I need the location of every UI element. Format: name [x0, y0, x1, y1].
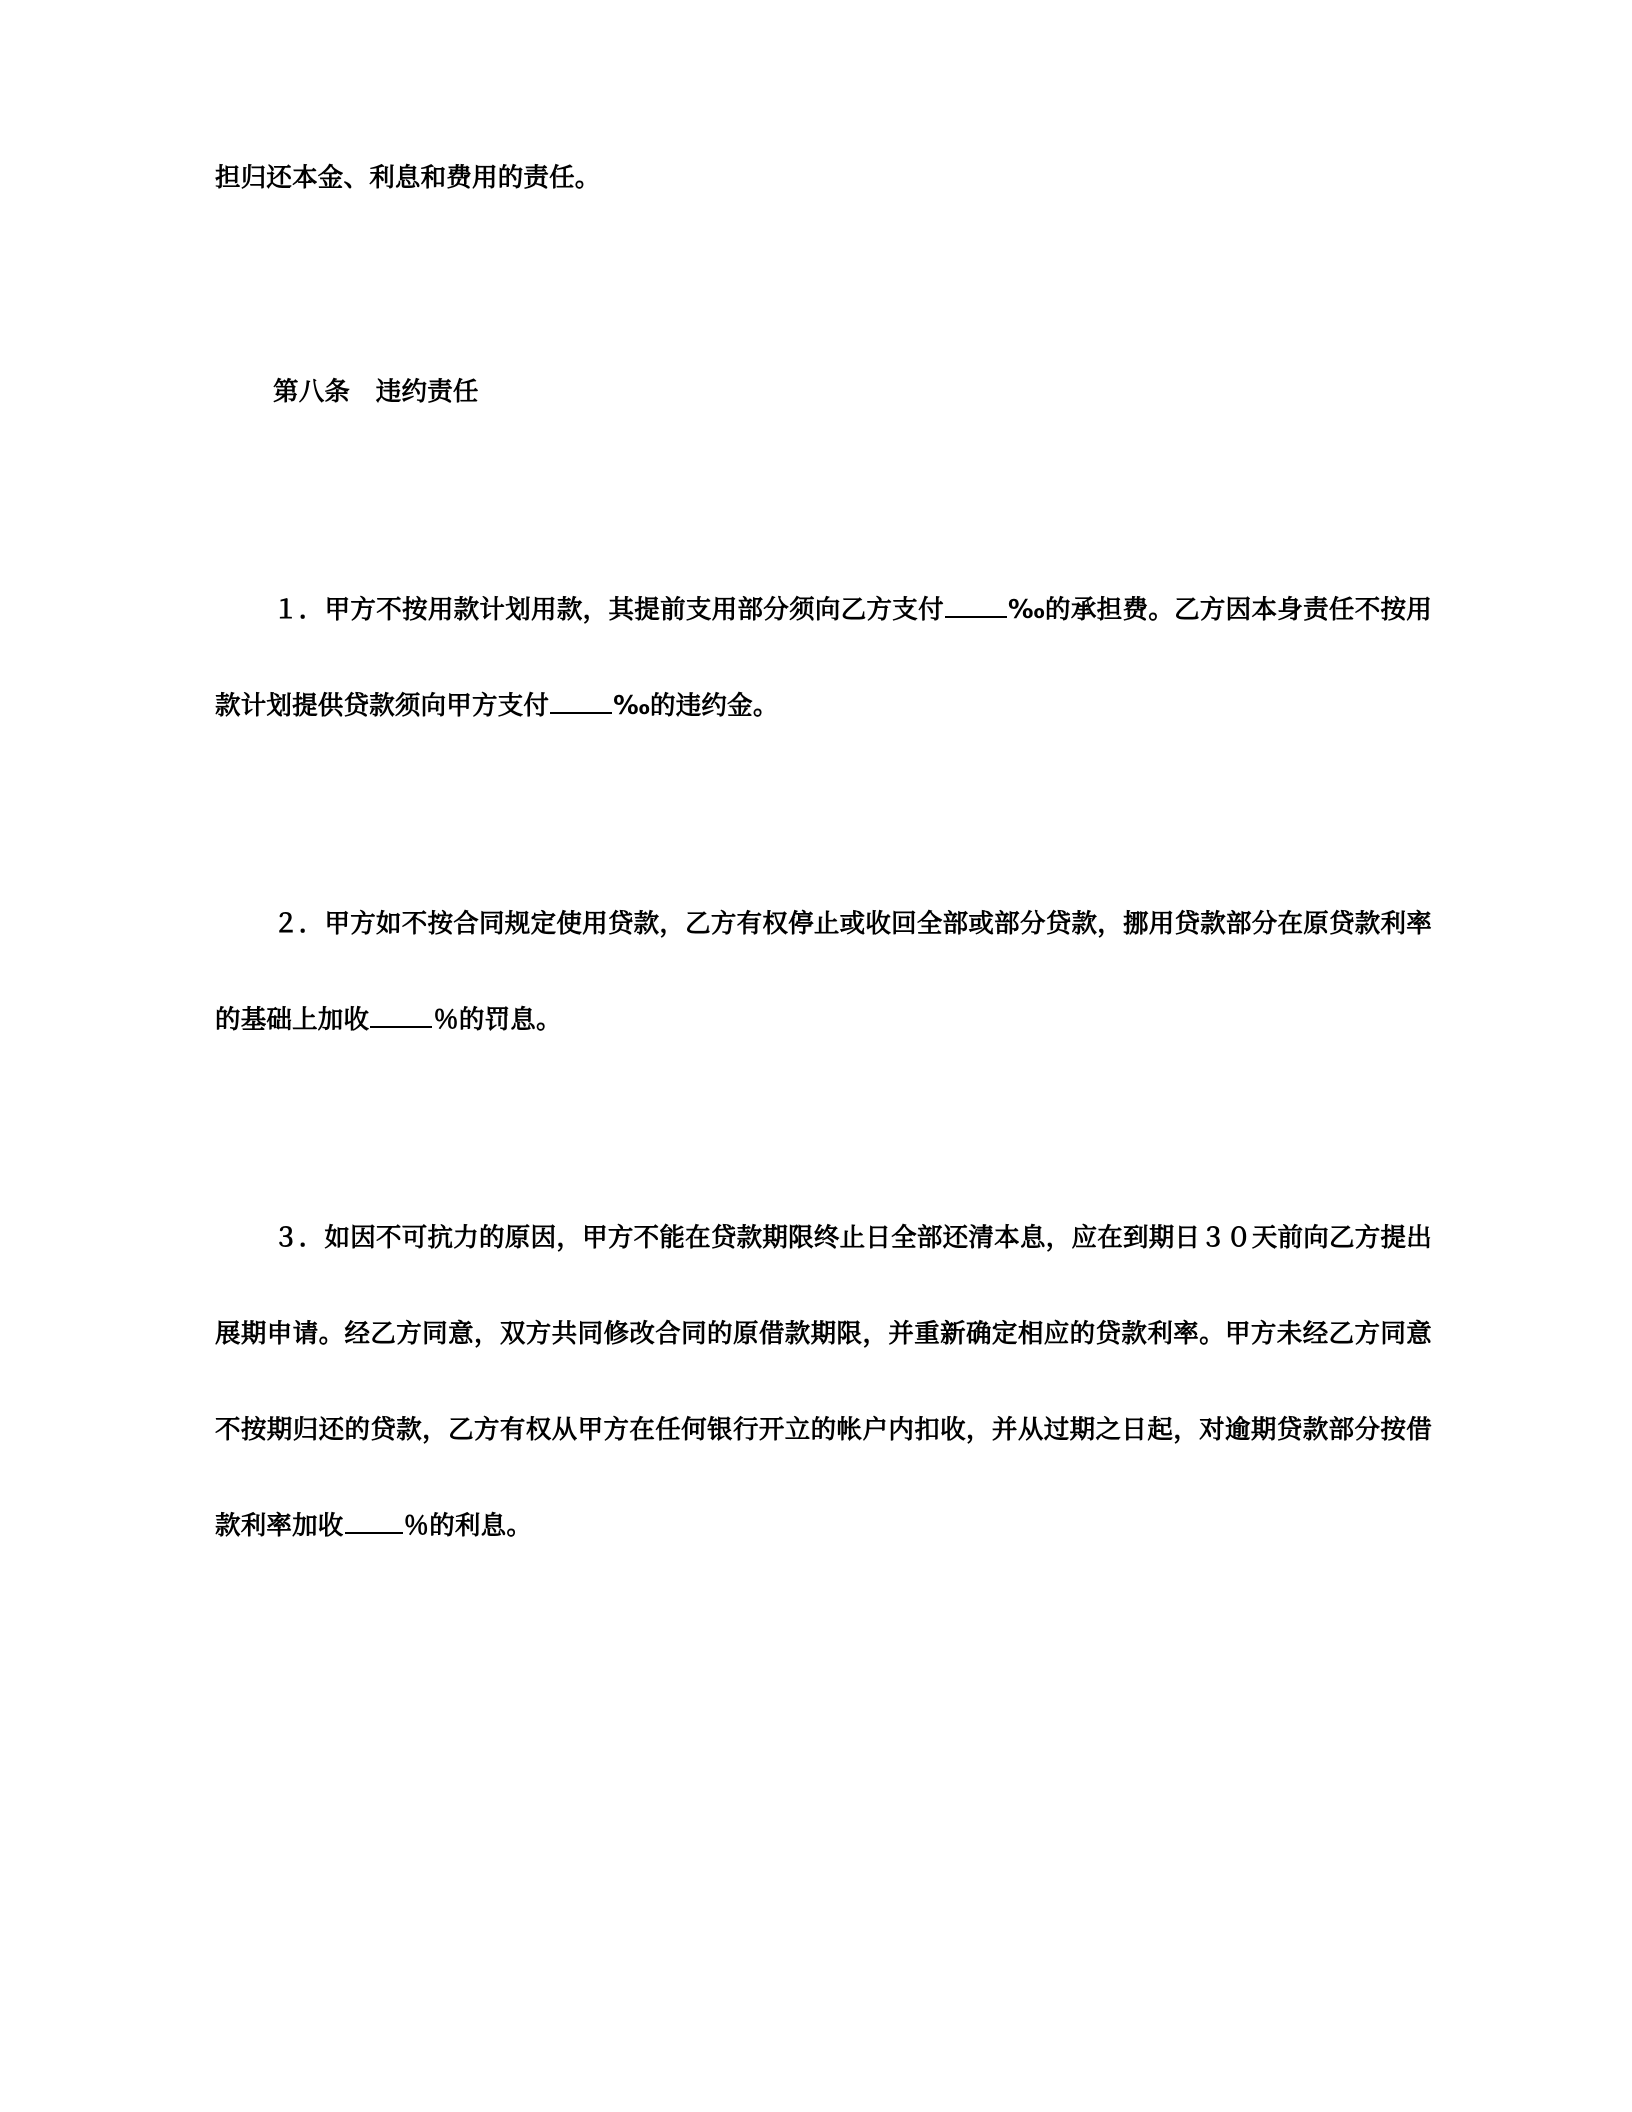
spacer	[215, 754, 1432, 876]
clause-2-text-b: ％的罚息。	[433, 1005, 562, 1035]
spacer	[215, 440, 1432, 562]
clause-2-text-a: ２．甲方如不按合同规定使用贷款，乙方有权停止或收回全部或部分贷款，挪用贷款部分在原贷款利率的基础上加收	[215, 909, 1432, 1035]
spacer	[215, 226, 1432, 344]
clause-3-text-b: ％的利息。	[403, 1511, 533, 1541]
clause-3-text-a: ３．如因不可抗力的原因，甲方不能在贷款期限终止日全部还清本息，应在到期日３０天前向乙方提出展期申请。经乙方同意，双方共同修改合同的原借款期限，并重新确定相应的贷款利率。甲方未经乙方同意不按期归还的贷款，乙方有权从甲方在任何银行开立的帐户内扣收，并从过期之日起，对逾期贷款部分按借款利率加收	[215, 1223, 1432, 1541]
clause-3	[215, 1190, 1432, 1574]
section-heading: 第八条 违约责任	[273, 377, 479, 407]
continued-paragraph: 担归还本金、利息和费用的责任。	[215, 163, 601, 193]
document-body	[215, 130, 1432, 1574]
clause-1	[215, 562, 1432, 754]
clause-1-text-a: １．甲方不按用款计划用款，其提前支用部分须向乙方支付	[273, 595, 944, 625]
spacer	[215, 1068, 1432, 1190]
fill-blank[interactable]	[550, 685, 612, 714]
clause-1-text-b: ‰的承担费。乙方因本身责任不按用款计划提供贷款须向甲方支付	[215, 595, 1433, 721]
clause-2	[215, 876, 1432, 1068]
fill-blank[interactable]	[345, 1505, 403, 1534]
fill-blank[interactable]	[370, 999, 432, 1028]
clause-1-text-c: ‰的违约金。	[613, 691, 779, 721]
fill-blank[interactable]	[945, 589, 1007, 618]
